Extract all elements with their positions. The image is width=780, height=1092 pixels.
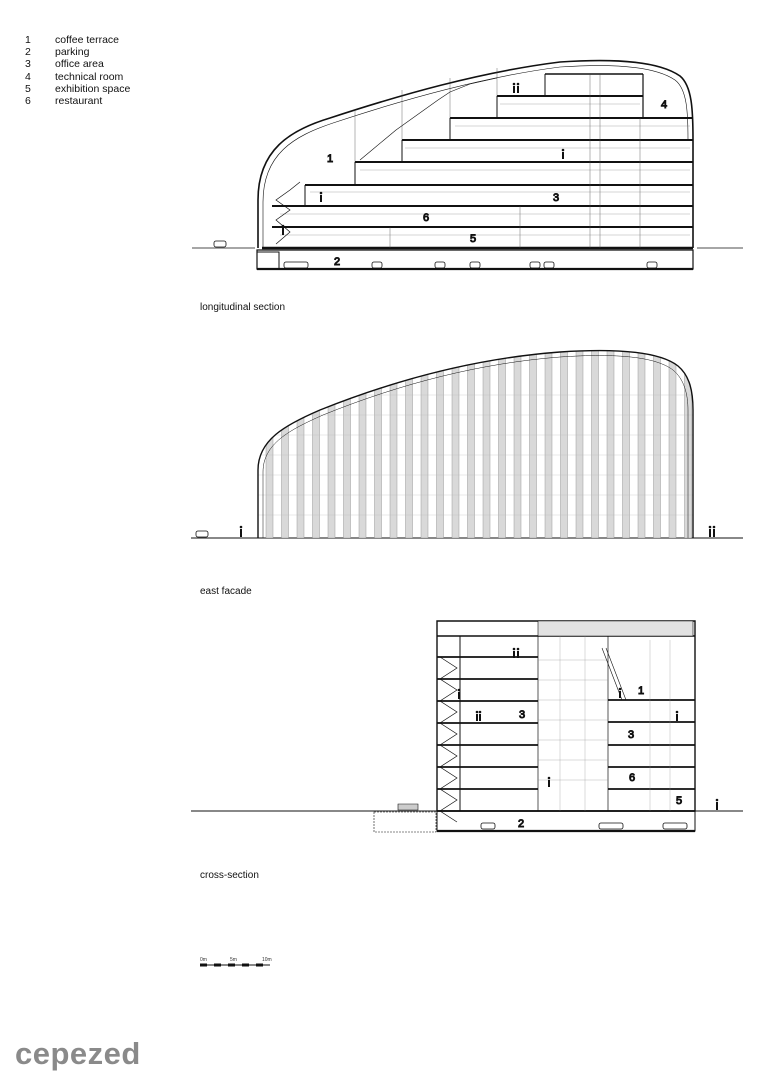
scale-bar (200, 964, 270, 967)
facade-fin (452, 340, 459, 538)
scale-label: 0m (200, 957, 207, 963)
facade-fin (390, 340, 397, 538)
east-facade-drawing (191, 340, 743, 538)
label-exhibition-space: 5 (676, 795, 683, 807)
label-parking: 2 (518, 818, 525, 830)
facade-fin (561, 340, 568, 538)
facade-fin (607, 340, 614, 538)
label-technical-room: 4 (661, 99, 668, 111)
label-office-area: 3 (519, 709, 526, 721)
facade-fin (623, 340, 630, 538)
caption-cross-section: cross-section (200, 870, 259, 881)
scale-label: 10m (262, 957, 272, 963)
longitudinal-section-drawing (192, 61, 743, 269)
label-parking: 2 (334, 256, 341, 268)
facade-fin (530, 340, 537, 538)
facade-fin (375, 340, 382, 538)
legend-item: 4 technical room (25, 70, 124, 83)
facade-fin (654, 340, 661, 538)
facade-fin (406, 340, 413, 538)
legend-item: 6 restaurant (25, 95, 103, 108)
legend-item: 2 parking (25, 46, 90, 59)
facade-fin (514, 340, 521, 538)
caption-east-facade: east facade (200, 586, 252, 597)
cepezed-logo: cepezed (15, 1036, 141, 1071)
facade-fin (483, 340, 490, 538)
label-restaurant: 6 (629, 772, 636, 784)
legend-item: 5 exhibition space (25, 82, 131, 95)
label-office-area: 3 (553, 192, 560, 204)
facade-fin (421, 340, 428, 538)
facade-fin (282, 340, 289, 538)
facade-fin (266, 340, 273, 538)
caption-longitudinal-section: longitudinal section (200, 302, 286, 313)
facade-fin (499, 340, 506, 538)
facade-fin (437, 340, 444, 538)
facade-fin (545, 340, 552, 538)
label-coffee-terrace: 1 (638, 685, 645, 697)
label-office-area: 3 (628, 729, 635, 741)
facade-fin (592, 340, 599, 538)
label-restaurant: 6 (423, 212, 430, 224)
facade-fin (328, 340, 335, 538)
label-coffee-terrace: 1 (327, 153, 334, 165)
facade-fin (638, 340, 645, 538)
scale-label: 5m (230, 957, 237, 963)
cross-section-drawing (191, 621, 743, 832)
facade-fin (313, 340, 320, 538)
facade-fin (297, 340, 304, 538)
legend-item: 3 office area (25, 58, 104, 71)
label-exhibition-space: 5 (470, 233, 477, 245)
legend-item: 1 coffee terrace (25, 34, 120, 46)
facade-fin (359, 340, 366, 538)
facade-fin (344, 340, 351, 538)
facade-fin (576, 340, 583, 538)
